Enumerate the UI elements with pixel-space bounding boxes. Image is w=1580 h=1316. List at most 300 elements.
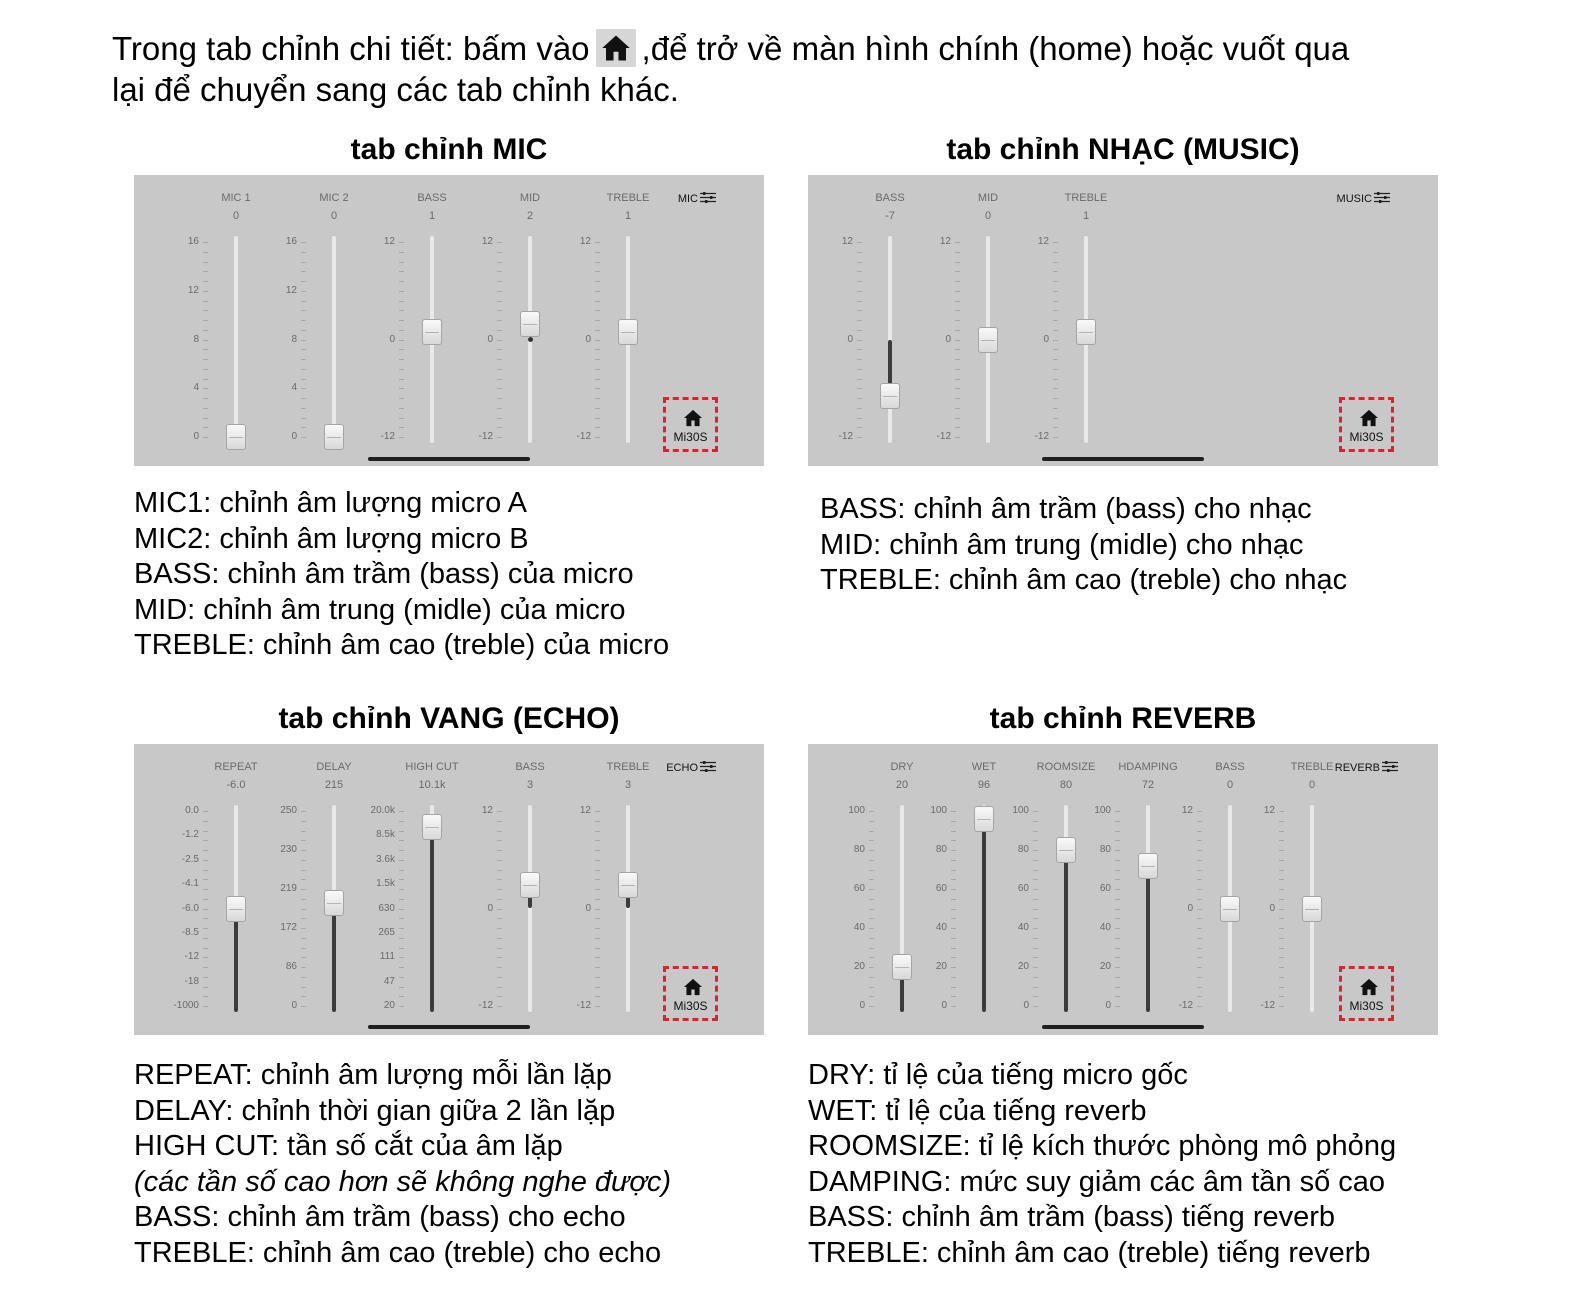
tick-label: 20 — [853, 961, 865, 972]
scale-mark — [1053, 408, 1058, 409]
scale-mark — [857, 301, 862, 302]
scale-mark — [301, 242, 306, 243]
scale-mark — [951, 840, 956, 841]
scale-mark — [955, 330, 960, 331]
scale-mark — [857, 291, 862, 292]
scale-mark — [1115, 811, 1120, 812]
scale-mark — [399, 811, 404, 812]
tick-label: 80 — [1099, 844, 1111, 855]
channel-value: 0 — [232, 210, 240, 222]
channel-value: -6.0 — [226, 779, 246, 791]
slider-fill — [1146, 866, 1150, 1012]
scale-mark — [301, 427, 306, 428]
scale-mark — [1197, 967, 1202, 968]
scale-mark — [203, 359, 208, 360]
scale-mark — [955, 271, 960, 272]
scale-mark — [301, 957, 306, 958]
scale-mark — [203, 1006, 208, 1007]
scale-mark — [497, 831, 502, 832]
scale-mark — [595, 271, 600, 272]
mic-descriptions — [134, 486, 669, 664]
page-scrollbar[interactable] — [1042, 1025, 1204, 1029]
scale-mark — [1053, 349, 1058, 350]
scale-mark — [399, 889, 404, 890]
scale-mark — [595, 262, 600, 263]
tick-label: 12 — [481, 805, 493, 816]
home-icon — [596, 29, 636, 67]
scale-mark — [1053, 310, 1058, 311]
scale-mark — [951, 899, 956, 900]
scale-mark — [955, 291, 960, 292]
scale-mark — [1033, 957, 1038, 958]
channel-label: BASS — [417, 192, 447, 204]
tab-label-mic: MIC — [678, 192, 716, 205]
channel-label: DELAY — [316, 761, 352, 773]
scale-mark — [399, 860, 404, 861]
slider-track[interactable] — [234, 236, 238, 443]
scale-mark — [869, 1006, 874, 1007]
scale-mark — [857, 262, 862, 263]
scale-mark — [1033, 870, 1038, 871]
scale-mark — [595, 870, 600, 871]
desc-line: BASS: chỉnh âm trầm (bass) cho echo — [134, 1201, 626, 1233]
scale-mark — [857, 330, 862, 331]
slider-track[interactable] — [626, 805, 630, 1012]
scale-mark — [497, 870, 502, 871]
slider-knob[interactable] — [422, 814, 442, 840]
scale-mark — [951, 870, 956, 871]
scale-mark — [203, 310, 208, 311]
channel-value: 2 — [526, 210, 534, 222]
scale-mark — [497, 330, 502, 331]
scale-mark — [1197, 957, 1202, 958]
scale-mark — [951, 850, 956, 851]
channel-label: WET — [971, 761, 997, 773]
slider-knob[interactable] — [618, 872, 638, 898]
scale-mark — [857, 320, 862, 321]
scale-mark — [301, 909, 306, 910]
scale-mark — [497, 850, 502, 851]
scale-mark — [399, 398, 404, 399]
tick-label: -1000 — [173, 1000, 199, 1011]
scale-mark — [301, 1006, 306, 1007]
tick-label: 0 — [487, 902, 493, 914]
scale-mark — [1115, 879, 1120, 880]
scale-mark — [869, 957, 874, 958]
channel-label: HDAMPING — [1118, 761, 1178, 773]
tab-label-reverb: REVERB — [1335, 761, 1398, 774]
scale-mark — [955, 301, 960, 302]
scale-mark — [1279, 889, 1284, 890]
scale-mark — [595, 418, 600, 419]
channel-value: 0 — [1226, 779, 1234, 791]
slider-knob[interactable] — [978, 327, 998, 353]
slider-knob[interactable] — [520, 872, 540, 898]
scale-mark — [1053, 398, 1058, 399]
tick-label: 250 — [280, 805, 297, 816]
scale-mark — [497, 821, 502, 822]
scale-mark — [1053, 262, 1058, 263]
scale-mark — [399, 320, 404, 321]
desc-line: TREBLE: chỉnh âm cao (treble) cho nhạc — [820, 564, 1348, 596]
tab-label-echo: ECHO — [666, 761, 716, 774]
mic-panel — [134, 175, 764, 466]
tick-label: 0 — [291, 431, 297, 442]
scale-mark — [1197, 821, 1202, 822]
scale-mark — [1279, 821, 1284, 822]
tick-label: 20 — [1017, 961, 1029, 972]
scale-mark — [203, 977, 208, 978]
channel-value: 0 — [984, 210, 992, 222]
scale-mark — [595, 909, 600, 910]
desc-line: HIGH CUT: tần số cắt của âm lặp — [134, 1130, 563, 1162]
desc-line: TREBLE: chỉnh âm cao (treble) tiếng reverb — [808, 1236, 1371, 1269]
scale-mark — [497, 340, 502, 341]
channel-value: 1 — [624, 210, 632, 222]
scale-mark — [497, 388, 502, 389]
scale-mark — [1033, 899, 1038, 900]
scale-mark — [399, 408, 404, 409]
tick-label: 12 — [1181, 805, 1193, 816]
channel-value: -7 — [885, 210, 895, 222]
tick-label: 0 — [847, 333, 853, 345]
scale-mark — [1053, 388, 1058, 389]
scale-mark — [595, 967, 600, 968]
scale-mark — [1033, 987, 1038, 988]
tick-label: -12 — [478, 1000, 493, 1011]
intro-line2: lại để chuyển sang các tab chỉnh khác. — [112, 71, 679, 108]
scale-mark — [1197, 977, 1202, 978]
scale-mark — [399, 359, 404, 360]
tick-label: 0 — [941, 1000, 947, 1011]
scale-mark — [869, 996, 874, 997]
scale-mark — [399, 379, 404, 380]
scale-mark — [595, 860, 600, 861]
scale-mark — [497, 301, 502, 302]
scale-mark — [301, 388, 306, 389]
tick-label: -12 — [478, 431, 493, 442]
scale-mark — [301, 398, 306, 399]
scale-mark — [1279, 928, 1284, 929]
scale-mark — [951, 1006, 956, 1007]
scale-mark — [951, 918, 956, 919]
echo-descriptions — [134, 1058, 671, 1271]
tick-label: 8 — [193, 333, 199, 345]
scale-mark — [951, 967, 956, 968]
scale-mark — [1115, 1006, 1120, 1007]
scale-mark — [857, 427, 862, 428]
desc-line: MID: chỉnh âm trung (midle) cho nhạc — [820, 528, 1304, 561]
tick-label: 0 — [859, 1000, 865, 1011]
scale-mark — [399, 996, 404, 997]
scale-mark — [301, 408, 306, 409]
tick-label: -12 — [576, 431, 591, 442]
desc-line: TREBLE: chỉnh âm cao (treble) cho echo — [134, 1236, 662, 1269]
scale-mark — [1197, 811, 1202, 812]
scale-mark — [399, 281, 404, 282]
scale-mark — [951, 957, 956, 958]
desc-line: REPEAT: chỉnh âm lượng mỗi lần lặp — [134, 1059, 612, 1091]
scale-mark — [1033, 840, 1038, 841]
scale-mark — [203, 821, 208, 822]
scale-mark — [497, 427, 502, 428]
slider-track[interactable] — [332, 236, 336, 443]
scale-mark — [203, 899, 208, 900]
scale-mark — [1053, 340, 1058, 341]
scale-mark — [595, 427, 600, 428]
scale-mark — [1197, 928, 1202, 929]
scale-mark — [497, 879, 502, 880]
slider-knob[interactable] — [618, 319, 638, 345]
scale-mark — [203, 291, 208, 292]
slider-knob[interactable] — [880, 383, 900, 409]
scale-mark — [399, 899, 404, 900]
tick-label: -18 — [184, 975, 199, 987]
tick-label: 0 — [1187, 902, 1193, 914]
scale-mark — [595, 408, 600, 409]
slider-knob[interactable] — [520, 311, 540, 337]
scale-mark — [1033, 821, 1038, 822]
scale-mark — [301, 889, 306, 890]
scale-mark — [399, 388, 404, 389]
scale-mark — [951, 889, 956, 890]
scale-mark — [951, 821, 956, 822]
tick-label: -12 — [576, 1000, 591, 1011]
scale-mark — [301, 349, 306, 350]
scale-mark — [955, 242, 960, 243]
scale-mark — [497, 349, 502, 350]
scale-mark — [301, 310, 306, 311]
tick-label: 12 — [1263, 805, 1275, 816]
scale-mark — [595, 996, 600, 997]
scale-mark — [203, 948, 208, 949]
tick-label: 4 — [291, 382, 297, 394]
scale-mark — [1033, 967, 1038, 968]
channel-label: TREBLE — [606, 192, 650, 204]
slider-fill — [430, 827, 434, 1012]
scale-mark — [595, 252, 600, 253]
tick-label: 20.0k — [370, 805, 395, 816]
scale-mark — [595, 840, 600, 841]
home-button[interactable]: Mi30S — [663, 397, 718, 452]
tick-label: 4 — [193, 382, 199, 394]
channel-label: MIC 2 — [319, 192, 349, 204]
tab-title-echo: tab chỉnh VANG (ECHO) — [278, 702, 620, 735]
scale-mark — [497, 987, 502, 988]
scale-mark — [497, 918, 502, 919]
scale-mark — [857, 242, 862, 243]
desc-line: DAMPING: mức suy giảm các âm tần số cao — [808, 1165, 1386, 1198]
scale-mark — [955, 252, 960, 253]
scale-mark — [595, 811, 600, 812]
scale-mark — [1115, 850, 1120, 851]
scale-mark — [869, 948, 874, 949]
scale-mark — [1053, 291, 1058, 292]
scale-mark — [203, 957, 208, 958]
scale-mark — [301, 870, 306, 871]
scale-mark — [1197, 948, 1202, 949]
scale-mark — [497, 408, 502, 409]
scale-mark — [595, 340, 600, 341]
scale-mark — [497, 938, 502, 939]
tick-label: 12 — [481, 236, 493, 247]
scale-mark — [203, 301, 208, 302]
scale-mark — [1197, 996, 1202, 997]
reverb-panel — [808, 744, 1438, 1035]
scale-mark — [955, 262, 960, 263]
scale-mark — [595, 948, 600, 949]
scale-mark — [1279, 967, 1284, 968]
scale-mark — [399, 291, 404, 292]
scale-mark — [595, 320, 600, 321]
scale-mark — [951, 909, 956, 910]
intro-part2: ,để trở về màn hình chính (home) hoặc vuốt qua — [641, 30, 1350, 67]
scale-mark — [203, 262, 208, 263]
channel-value: 72 — [1141, 779, 1155, 791]
scale-mark — [1279, 957, 1284, 958]
scale-mark — [1279, 996, 1284, 997]
scale-mark — [1279, 918, 1284, 919]
tick-label: -12 — [1178, 1000, 1193, 1011]
scale-mark — [399, 850, 404, 851]
scale-mark — [301, 948, 306, 949]
scale-mark — [203, 860, 208, 861]
scale-mark — [203, 840, 208, 841]
scale-mark — [595, 987, 600, 988]
scale-mark — [955, 340, 960, 341]
scale-mark — [399, 938, 404, 939]
scale-mark — [955, 418, 960, 419]
scale-mark — [203, 437, 208, 438]
scale-mark — [399, 252, 404, 253]
channel-label: ROOMSIZE — [1036, 761, 1096, 773]
tick-label: 80 — [1017, 844, 1029, 855]
reverb-descriptions — [808, 1058, 1396, 1271]
scale-mark — [301, 252, 306, 253]
scale-mark — [595, 281, 600, 282]
slider-knob[interactable] — [1138, 853, 1158, 879]
scale-mark — [1279, 850, 1284, 851]
tick-label: 12 — [1037, 236, 1049, 247]
scale-mark — [203, 967, 208, 968]
slider-knob[interactable] — [422, 319, 442, 345]
scale-mark — [869, 909, 874, 910]
scale-mark — [1053, 369, 1058, 370]
tick-label: 0 — [1043, 333, 1049, 345]
scale-mark — [1053, 437, 1058, 438]
scale-mark — [869, 831, 874, 832]
scale-mark — [595, 831, 600, 832]
scale-mark — [203, 408, 208, 409]
tick-label: 172 — [280, 922, 297, 933]
scale-mark — [595, 242, 600, 243]
scale-mark — [203, 242, 208, 243]
slider-knob[interactable] — [226, 896, 246, 922]
scale-mark — [301, 967, 306, 968]
channel-label: REPEAT — [214, 761, 258, 773]
page-scrollbar[interactable] — [368, 1025, 530, 1029]
home-button[interactable]: Mi30S — [663, 966, 718, 1021]
scale-mark — [595, 310, 600, 311]
scale-mark — [399, 977, 404, 978]
tab-label-music: MUSIC — [1337, 192, 1390, 205]
page-scrollbar[interactable] — [1042, 457, 1204, 461]
scale-mark — [301, 821, 306, 822]
scale-mark — [1279, 831, 1284, 832]
channel-value: 80 — [1059, 779, 1073, 791]
scale-mark — [857, 418, 862, 419]
slider-knob[interactable] — [1076, 319, 1096, 345]
tick-label: 100 — [848, 805, 865, 816]
scale-mark — [1279, 977, 1284, 978]
tick-label: 8 — [291, 333, 297, 345]
tick-label: 8.5k — [376, 829, 395, 841]
intro-part1: Trong tab chỉnh chi tiết: bấm vào — [112, 30, 590, 67]
tick-label: 60 — [1017, 883, 1029, 894]
scale-mark — [1053, 379, 1058, 380]
scale-mark — [203, 398, 208, 399]
channel-label: BASS — [1215, 761, 1245, 773]
desc-line: WET: tỉ lệ của tiếng reverb — [808, 1094, 1147, 1127]
desc-line: BASS: chỉnh âm trầm (bass) cho nhạc — [820, 493, 1312, 525]
scale-mark — [497, 811, 502, 812]
scale-mark — [301, 938, 306, 939]
scale-mark — [203, 909, 208, 910]
scale-mark — [595, 899, 600, 900]
scale-mark — [955, 408, 960, 409]
scale-mark — [1197, 938, 1202, 939]
scale-mark — [595, 928, 600, 929]
scale-mark — [1197, 987, 1202, 988]
scale-mark — [1279, 811, 1284, 812]
scale-mark — [497, 996, 502, 997]
slider-knob[interactable] — [1302, 896, 1322, 922]
tick-label: 100 — [930, 805, 947, 816]
scale-mark — [203, 996, 208, 997]
page-scrollbar[interactable] — [368, 457, 530, 461]
scale-mark — [1033, 977, 1038, 978]
slider-knob[interactable] — [226, 424, 246, 450]
scale-mark — [497, 242, 502, 243]
scale-mark — [869, 860, 874, 861]
tick-label: 12 — [187, 284, 199, 296]
scale-mark — [301, 996, 306, 997]
scale-mark — [203, 388, 208, 389]
tick-label: 40 — [1099, 922, 1111, 933]
scale-mark — [301, 850, 306, 851]
scale-mark — [955, 379, 960, 380]
scale-mark — [1115, 987, 1120, 988]
scale-mark — [203, 320, 208, 321]
scale-mark — [1033, 948, 1038, 949]
scale-mark — [857, 349, 862, 350]
scale-mark — [301, 262, 306, 263]
tick-label: 265 — [378, 926, 395, 938]
tick-label: 630 — [378, 902, 395, 914]
slider-knob[interactable] — [324, 890, 344, 916]
scale-mark — [399, 948, 404, 949]
tick-label: 16 — [187, 236, 199, 247]
channel-value: 1 — [1082, 210, 1090, 222]
zero-dot — [528, 337, 533, 342]
scale-mark — [1279, 987, 1284, 988]
home-button[interactable]: Mi30S — [1339, 397, 1394, 452]
scale-mark — [857, 281, 862, 282]
slider-knob[interactable] — [324, 424, 344, 450]
home-button[interactable]: Mi30S — [1339, 966, 1394, 1021]
slider-track[interactable] — [528, 805, 532, 1012]
scale-mark — [203, 987, 208, 988]
